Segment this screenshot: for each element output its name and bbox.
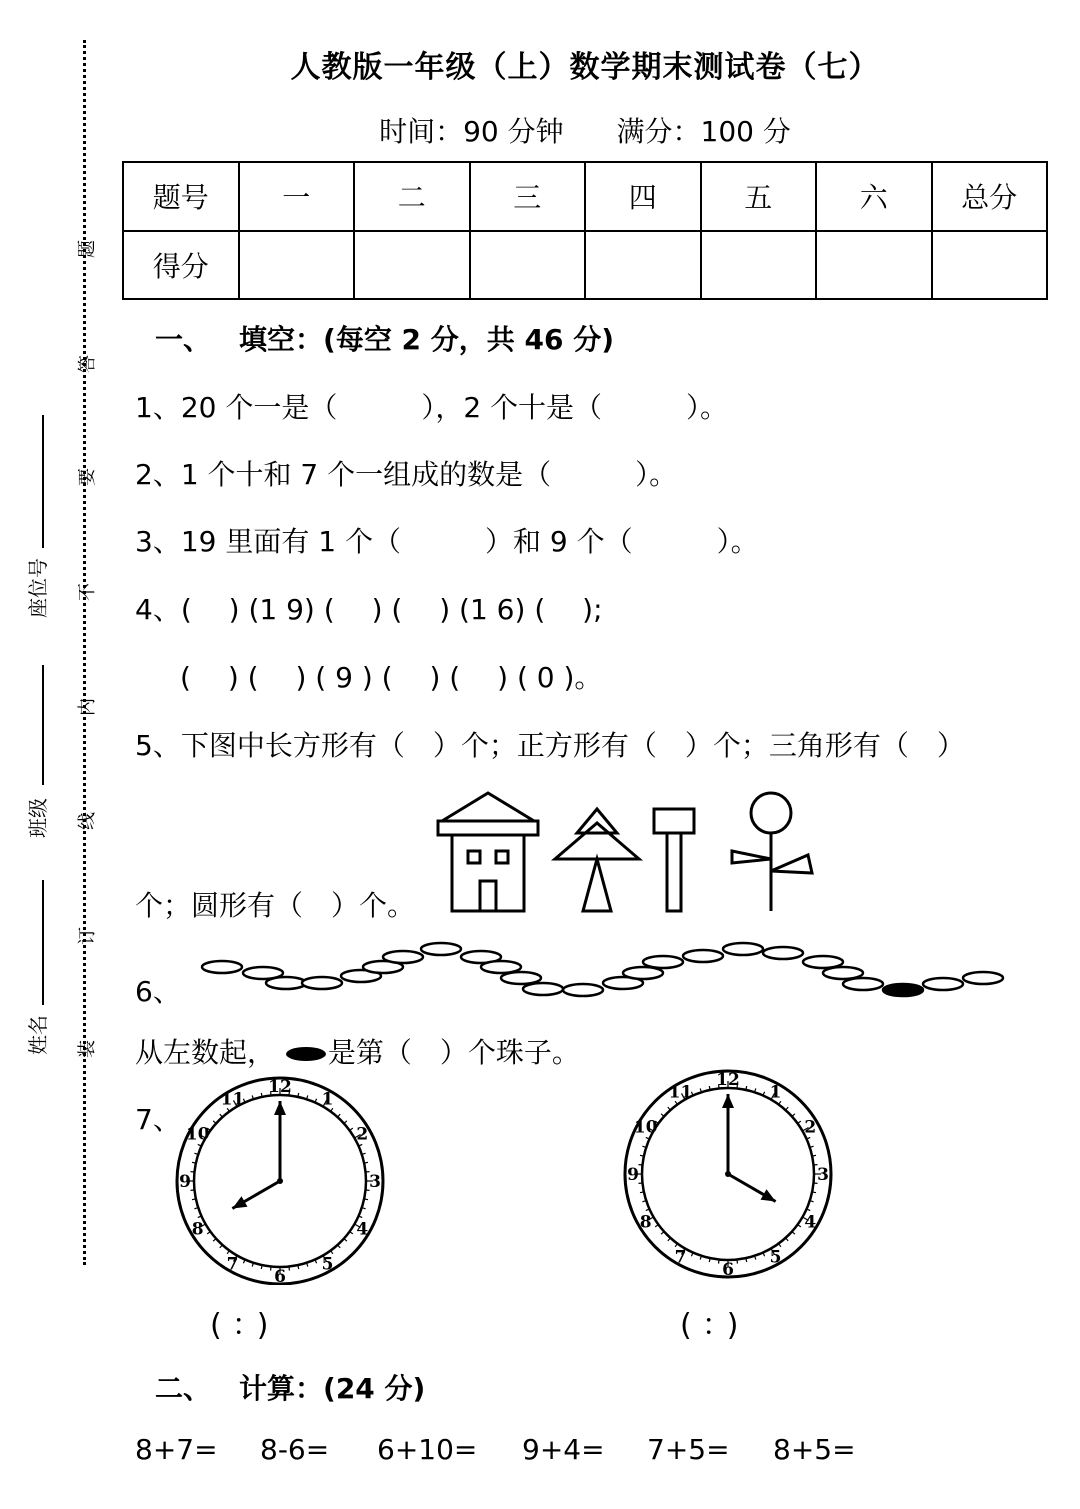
question-3: 3、19 里面有 1 个（ ）和 9 个（ ）。 <box>135 525 759 558</box>
clock-2 <box>618 1068 838 1280</box>
bead <box>202 961 242 973</box>
exam-info <box>120 110 1050 150</box>
clock-number: 1 <box>769 1082 782 1103</box>
score-cell[interactable] <box>354 231 470 300</box>
bead <box>523 983 563 995</box>
table-cell: 得分 <box>123 231 239 300</box>
clock-number: 7 <box>674 1247 687 1268</box>
clock-tick <box>709 1258 710 1262</box>
clock-number: 3 <box>817 1165 829 1185</box>
bead <box>501 972 541 984</box>
tree-top-triangle <box>577 809 617 833</box>
seat-underline <box>42 415 44 548</box>
calc-problem: 8+5= <box>773 1433 856 1466</box>
clock-number: 5 <box>321 1254 334 1275</box>
clock-tick <box>261 1265 262 1269</box>
house-window-square <box>468 851 480 863</box>
flower-left-leaf-triangle <box>732 851 771 863</box>
section2-number: 二、 <box>155 1372 212 1405</box>
clock-number: 11 <box>220 1089 245 1110</box>
house-body-rectangle <box>452 835 524 911</box>
clock-tick <box>364 1199 368 1200</box>
bead <box>963 972 1003 984</box>
section2-title: 计算：(24 分) <box>239 1372 426 1405</box>
clock-number: 10 <box>633 1117 658 1138</box>
black-bead <box>883 984 923 996</box>
clock-number: 2 <box>804 1117 817 1138</box>
question-5-line-2: 个；圆形有（ ）个。 <box>135 889 416 922</box>
clock-number: 4 <box>804 1212 817 1233</box>
bead <box>683 950 723 962</box>
question-6-text-after: 是第（ ）个珠子。 <box>327 1036 580 1069</box>
bead <box>763 947 803 959</box>
clock-number: 2 <box>356 1124 369 1145</box>
name-label: 姓名 <box>26 1015 50 1055</box>
shapes-figure <box>430 785 830 920</box>
score-cell[interactable] <box>585 231 701 300</box>
bead <box>643 956 683 968</box>
black-bead-icon <box>284 1045 328 1063</box>
clock-tick <box>298 1093 299 1097</box>
clock-number: 7 <box>226 1254 239 1275</box>
score-cell[interactable] <box>932 231 1048 300</box>
score-table-score-row <box>123 231 1047 300</box>
time-limit: 时间：90 分钟 <box>379 115 564 148</box>
binding-char: 要 <box>77 468 98 486</box>
flower-right-leaf-triangle <box>771 855 812 873</box>
bead <box>266 977 306 989</box>
clock-tick <box>709 1086 710 1090</box>
class-label: 班级 <box>26 798 50 838</box>
clock-number: 12 <box>268 1077 292 1097</box>
calc-problem: 9+4= <box>522 1433 605 1466</box>
calc-problem: 8+7= <box>135 1433 218 1466</box>
clock-number: 3 <box>369 1172 381 1192</box>
question-2: 2、1 个十和 7 个一组成的数是（ ）。 <box>135 458 678 491</box>
table-cell: 一 <box>239 162 355 231</box>
clock-2-answer: (：) <box>680 1308 749 1343</box>
clock-number: 6 <box>274 1267 286 1285</box>
score-cell[interactable] <box>239 231 355 300</box>
flower-circle <box>751 793 791 833</box>
table-cell: 六 <box>816 162 932 231</box>
score-table <box>122 161 1048 300</box>
class-underline <box>42 665 44 785</box>
full-score: 满分：100 分 <box>616 115 791 148</box>
clock-tick <box>192 1162 196 1163</box>
clock-tick <box>192 1199 196 1200</box>
score-table-header-row <box>123 162 1047 231</box>
house-roof-triangle <box>442 793 534 821</box>
clock-number: 9 <box>627 1165 639 1185</box>
table-cell: 五 <box>701 162 817 231</box>
bead <box>563 984 603 996</box>
sign-rectangle <box>654 809 694 833</box>
score-cell[interactable] <box>701 231 817 300</box>
binding-char: 内 <box>77 698 98 716</box>
question-5-line-1: 5、下图中长方形有（ ）个；正方形有（ ）个；三角形有（ ） <box>135 729 965 762</box>
question-6-text <box>135 1031 580 1071</box>
calc-problem: 6+10= <box>377 1433 478 1466</box>
minute-hand-tip <box>274 1101 286 1115</box>
page-title: 人教版一年级（上）数学期末测试卷（七） <box>290 50 880 85</box>
calc-problem: 8-6= <box>260 1433 330 1466</box>
clock-number: 4 <box>356 1219 369 1240</box>
clock-center <box>277 1178 283 1184</box>
question-4-line-1: 4、( ) (1 9) ( ) ( ) (1 6) ( ); <box>135 593 603 626</box>
table-cell: 总分 <box>932 162 1048 231</box>
clock-tick <box>298 1265 299 1269</box>
question-1: 1、20 个一是（ ），2 个十是（ ）。 <box>135 391 729 424</box>
bead <box>383 951 423 963</box>
section1-number: 一、 <box>155 323 212 356</box>
section2-heading <box>155 1367 425 1407</box>
bead <box>421 943 461 955</box>
clock-tick <box>261 1093 262 1097</box>
clock-center <box>725 1171 731 1177</box>
clock-number: 1 <box>321 1089 334 1110</box>
minute-hand-tip <box>722 1094 734 1108</box>
clock-tick <box>640 1155 644 1156</box>
table-cell: 三 <box>470 162 586 231</box>
seat-label: 座位号 <box>26 558 50 618</box>
clock-tick <box>812 1192 816 1193</box>
clock-tick <box>746 1086 747 1090</box>
house-eave-rectangle <box>438 821 538 835</box>
section1-heading <box>155 318 614 358</box>
binding-char: 不 <box>77 583 98 601</box>
clock-1 <box>170 1075 390 1285</box>
clock-1-answer: (：) <box>210 1308 279 1343</box>
clock-number: 8 <box>639 1212 652 1233</box>
question-7-label: 7、 <box>135 1103 181 1136</box>
clock-number: 6 <box>722 1260 734 1280</box>
house-window-square <box>496 851 508 863</box>
calc-problem: 7+5= <box>647 1433 730 1466</box>
clock-tick <box>812 1155 816 1156</box>
question-6-text-before: 从左数起， <box>135 1036 276 1069</box>
question-6-label: 6、 <box>135 975 181 1008</box>
section1-title: 填空：(每空 2 分，共 46 分) <box>239 323 615 356</box>
clock-tick <box>746 1258 747 1262</box>
beads-figure <box>195 935 1010 1005</box>
clock-tick <box>640 1192 644 1193</box>
clock-number: 10 <box>185 1124 210 1145</box>
clock-number: 11 <box>668 1082 693 1103</box>
clock-tick <box>364 1162 368 1163</box>
binding-char: 订 <box>77 927 98 945</box>
clock-number: 5 <box>769 1247 782 1268</box>
bead <box>302 977 342 989</box>
binding-char: 线 <box>77 812 98 830</box>
binding-char: 答 <box>77 355 98 373</box>
bead <box>723 943 763 955</box>
score-cell[interactable] <box>816 231 932 300</box>
binding-dotted-line <box>83 40 86 1265</box>
name-underline <box>42 880 44 1005</box>
binding-char: 题 <box>77 240 98 258</box>
bead <box>843 978 883 990</box>
binding-char: 装 <box>77 1040 98 1058</box>
bead <box>923 978 963 990</box>
table-cell: 题号 <box>123 162 239 231</box>
question-4-line-2: ( ) ( ) ( 9 ) ( ) ( ) ( 0 )。 <box>180 661 603 694</box>
sign-post-rectangle <box>667 833 681 911</box>
clock-number: 8 <box>191 1219 204 1240</box>
score-cell[interactable] <box>470 231 586 300</box>
tree-trunk-triangle <box>583 859 611 911</box>
table-cell: 四 <box>585 162 701 231</box>
clock-number: 9 <box>179 1172 191 1192</box>
clock-number: 12 <box>716 1070 740 1090</box>
table-cell: 二 <box>354 162 470 231</box>
house-door-rectangle <box>480 881 496 911</box>
